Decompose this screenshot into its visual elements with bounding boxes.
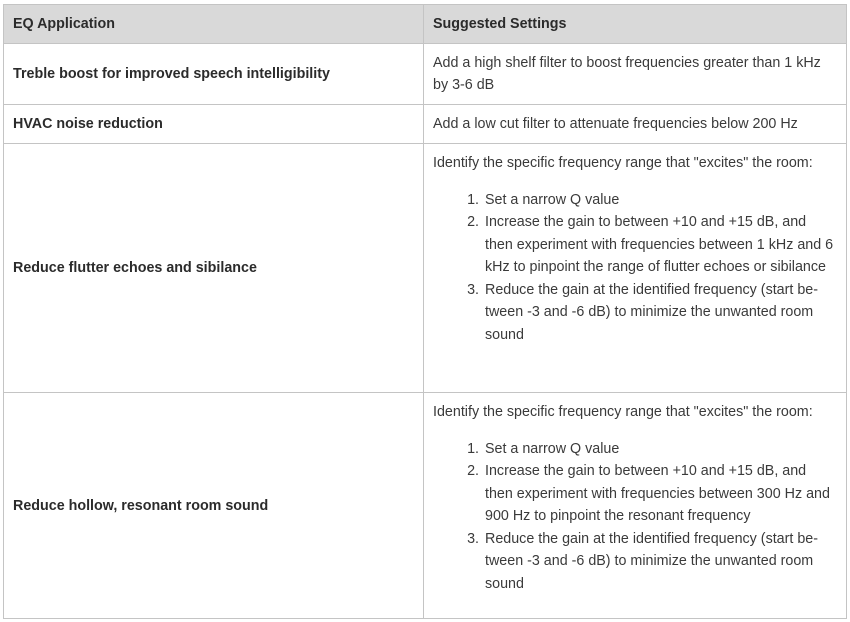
setting-steps-list — [433, 189, 837, 347]
application-cell: HVAC noise reduction — [4, 105, 424, 144]
application-cell: Reduce hollow, resonant room sound — [4, 393, 424, 619]
list-item: 1. Set a narrow Q value — [483, 438, 837, 461]
table-header — [4, 5, 847, 44]
setting-intro: Identify the specific frequency range that "excites" the room: — [433, 155, 813, 171]
list-item: 2. Increase the gain to between +10 and +15 dB, and then experiment with frequencies between 1 kHz and 6 kHz to pinpoint the range of flutter echoes or sibilance — [483, 211, 837, 279]
table-row — [4, 144, 847, 393]
setting-cell — [424, 393, 847, 619]
setting-cell — [424, 144, 847, 393]
setting-cell: Add a high shelf filter to boost frequencies greater than 1 kHz by 3-6 dB — [424, 44, 847, 105]
list-item: 2. Increase the gain to between +10 and +15 dB, and then experiment with frequencies between 300 Hz and 900 Hz to pinpoint the resonant frequency — [483, 460, 837, 528]
header-suggested-settings: Suggested Settings — [424, 5, 847, 44]
setting-steps-list — [433, 438, 837, 596]
eq-settings-table — [3, 4, 847, 619]
list-item: 1. Set a narrow Q value — [483, 189, 837, 212]
list-item: 3. Reduce the gain at the identified frequency (start between -3 and -6 dB) to minimize the unwanted room sound — [483, 528, 837, 596]
list-item: 3. Reduce the gain at the identified frequency (start between -3 and -6 dB) to minimize the unwanted room sound — [483, 279, 837, 347]
setting-intro: Identify the specific frequency range that "excites" the room: — [433, 404, 813, 420]
application-cell: Treble boost for improved speech intelligibility — [4, 44, 424, 105]
application-cell: Reduce flutter echoes and sibilance — [4, 144, 424, 393]
table-row — [4, 393, 847, 619]
table-body — [4, 44, 847, 619]
header-eq-application: EQ Application — [4, 5, 424, 44]
table-row — [4, 44, 847, 105]
table-row — [4, 105, 847, 144]
setting-cell: Add a low cut filter to attenuate frequencies below 200 Hz — [424, 105, 847, 144]
header-row — [4, 5, 847, 44]
